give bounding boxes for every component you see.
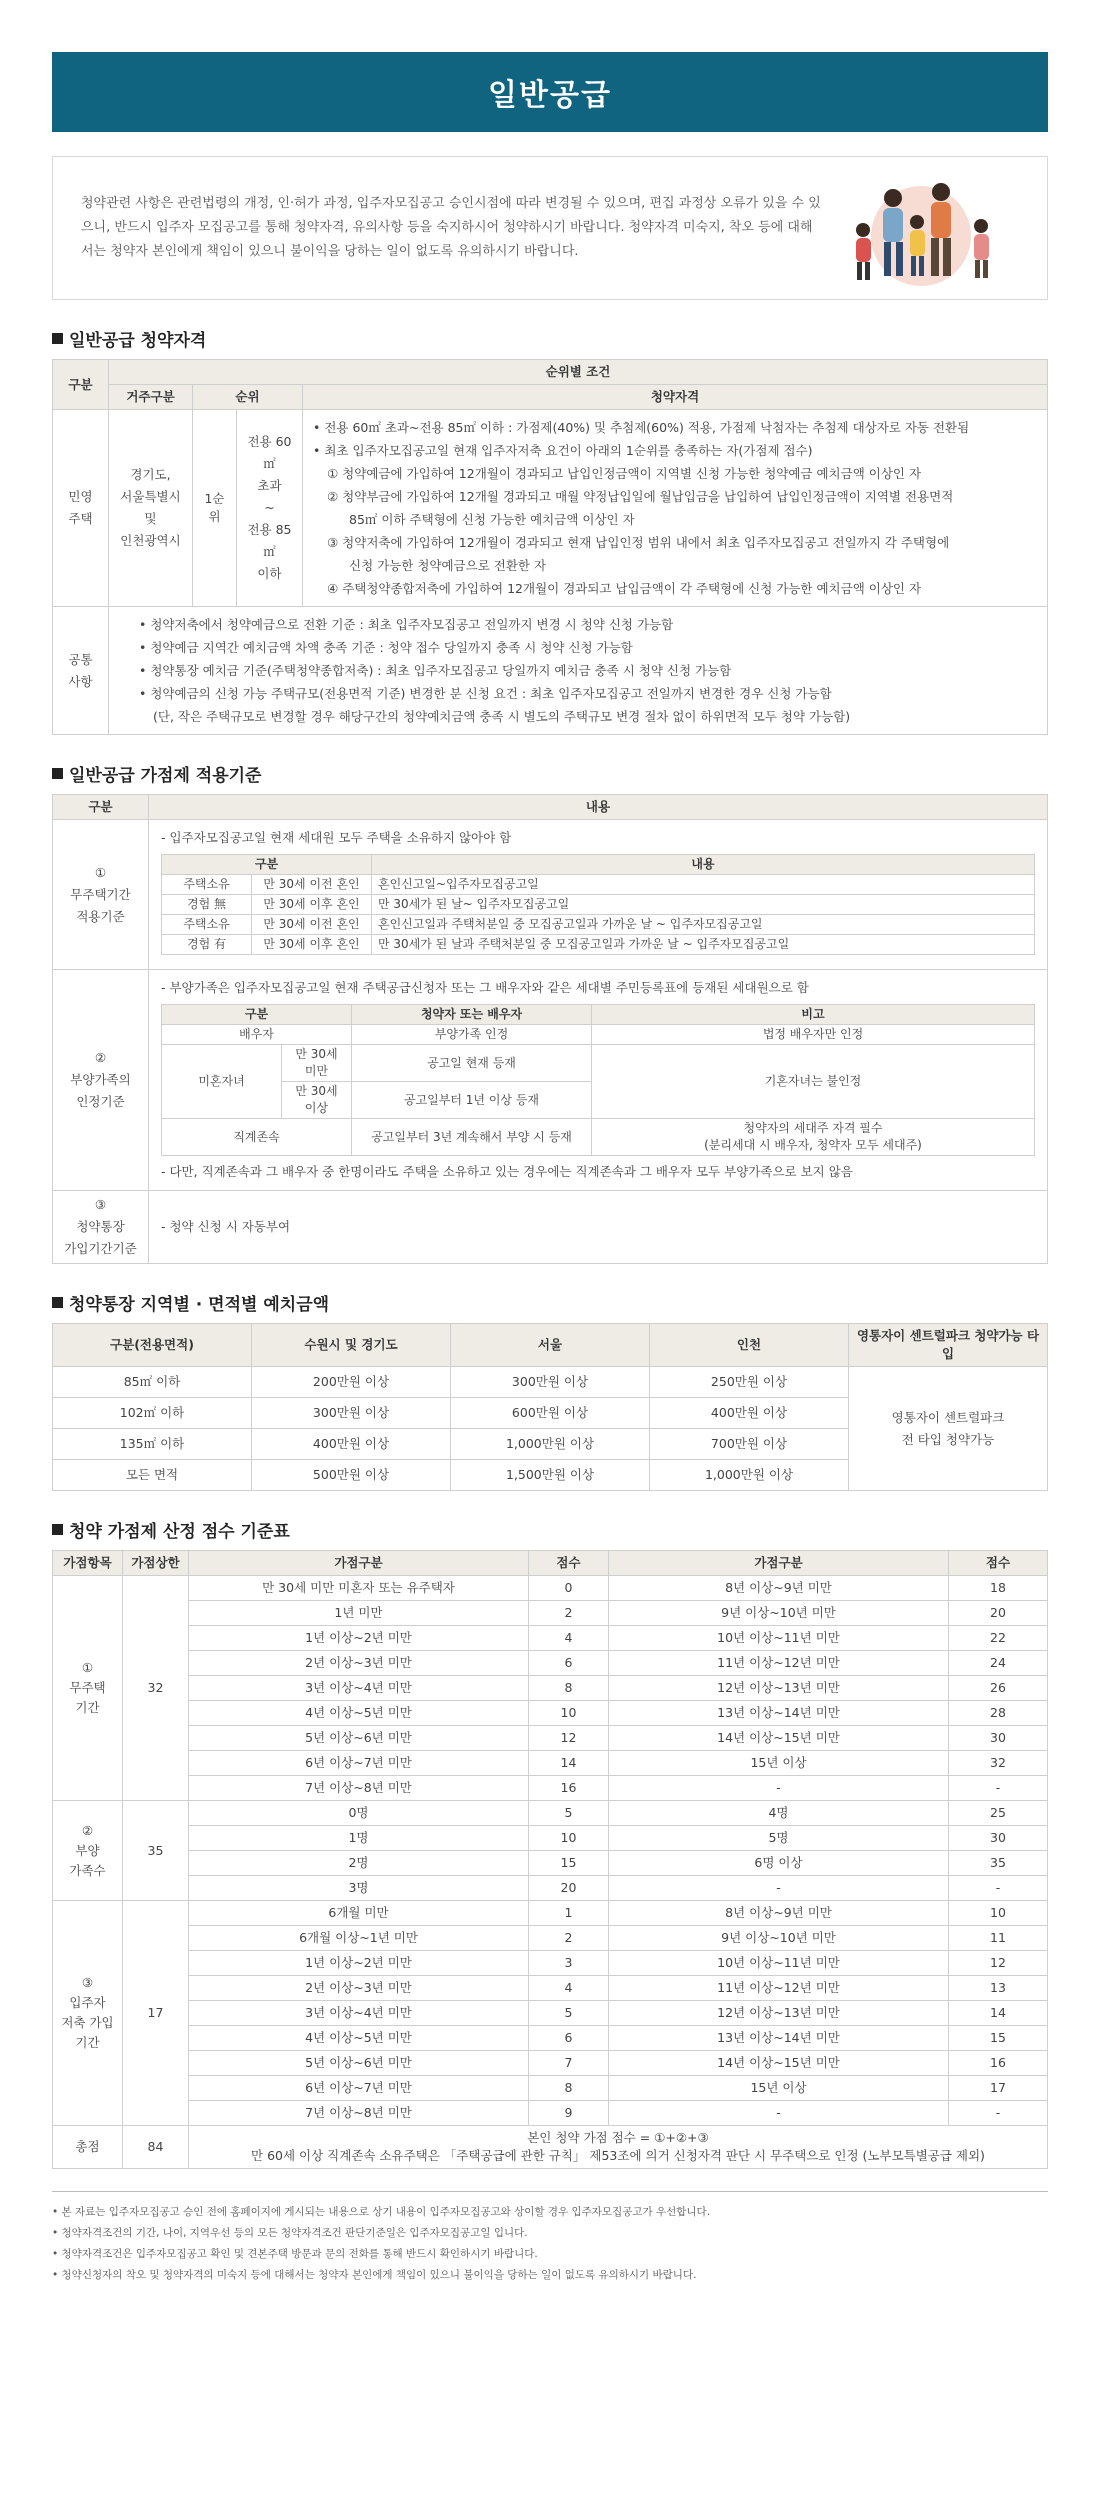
score-cell: 3년 이상~4년 미만: [189, 1676, 529, 1701]
section-point-criteria: [52, 761, 1048, 1264]
cell: 주택소유: [162, 915, 252, 935]
th: 영통자이 센트럴파크 청약가능 타입: [849, 1324, 1048, 1367]
section-score: [52, 1517, 1048, 2169]
common-line: • 청약저축에서 청약예금으로 전환 기준 : 최초 입주자모집공고 전일까지 변경 시 청약 신청 가능함: [139, 617, 674, 632]
score-cell: 10: [949, 1901, 1048, 1926]
score-cell: 30: [949, 1826, 1048, 1851]
criteria-content-1: [149, 820, 1048, 970]
qual-line: 신청 가능한 청약예금으로 전환한 자: [349, 558, 547, 573]
score-cell: 2년 이상~3년 미만: [189, 1651, 529, 1676]
score-cell: 1: [529, 1901, 609, 1926]
score-cell: 4년 이상~5년 미만: [189, 2026, 529, 2051]
score-cell: 20: [529, 1876, 609, 1901]
th-content: 내용: [149, 795, 1048, 820]
cell: 공고일부터 1년 이상 등재: [352, 1082, 592, 1119]
common-line: • 청약통장 예치금 기준(주택청약종합저축) : 최초 입주자모집공고 당일까지 예치금 충족 시 청약 신청 가능함: [139, 663, 732, 678]
score-cell: 7년 이상~8년 미만: [189, 2101, 529, 2126]
cell: 주택소유: [162, 875, 252, 895]
score-cell: 5년 이상~6년 미만: [189, 1726, 529, 1751]
score-group-max: 35: [123, 1801, 189, 1901]
score-cell: 10년 이상~11년 미만: [609, 1951, 949, 1976]
score-cell: 0명: [189, 1801, 529, 1826]
score-group-max: 32: [123, 1576, 189, 1801]
cell: 300만원 이상: [252, 1398, 451, 1429]
score-cell: 14: [529, 1751, 609, 1776]
section-deposit: [52, 1290, 1048, 1491]
cell: 700만원 이상: [650, 1429, 849, 1460]
cell: 모든 면적: [53, 1460, 252, 1491]
score-cell: 6년 이상~7년 미만: [189, 1751, 529, 1776]
th: 구분: [162, 1005, 352, 1025]
th: 가점구분: [189, 1551, 529, 1576]
score-cell: -: [609, 1876, 949, 1901]
section-title: 청약 가점제 산정 점수 기준표: [69, 1522, 290, 1542]
rank-cell: 1순위: [193, 410, 237, 607]
section-title: 청약통장 지역별 · 면적별 예치금액: [69, 1295, 330, 1315]
total-note: [189, 2126, 1048, 2169]
cell: 300만원 이상: [451, 1367, 650, 1398]
area-cell: 경기도, 서울특별시 및 인천광역시: [109, 410, 193, 607]
score-table: [52, 1550, 1048, 2169]
footnotes: [52, 2191, 1048, 2286]
common-line: • 청약예금 지역간 예치금액 차액 충족 기준 : 청약 접수 당일까지 충족 시 청약 신청 가능함: [139, 640, 633, 655]
row-label-private: 민영 주택: [53, 410, 109, 607]
score-cell: 6개월 이상~1년 미만: [189, 1926, 529, 1951]
cell: 만 30세가 된 날~ 입주자모집공고일: [372, 895, 1035, 915]
score-cell: 25: [949, 1801, 1048, 1826]
family-illustration: [821, 166, 1021, 290]
score-cell: 만 30세 미만 미혼자 또는 유주택자: [189, 1576, 529, 1601]
score-cell: -: [949, 1876, 1048, 1901]
score-cell: 10: [529, 1701, 609, 1726]
cell: 500만원 이상: [252, 1460, 451, 1491]
score-cell: 12년 이상~13년 미만: [609, 1676, 949, 1701]
score-cell: 4: [529, 1976, 609, 2001]
th-cond: 순위별 조건: [109, 360, 1048, 385]
deposit-note: 영통자이 센트럴파크 전 타입 청약가능: [849, 1367, 1048, 1491]
score-cell: 8: [529, 1676, 609, 1701]
score-cell: 1년 이상~2년 미만: [189, 1626, 529, 1651]
cell: 102㎡ 이하: [53, 1398, 252, 1429]
score-cell: 4명: [609, 1801, 949, 1826]
score-cell: 12년 이상~13년 미만: [609, 2001, 949, 2026]
cell: 만 30세 미만: [282, 1045, 352, 1082]
qual-line: 85㎡ 이하 주택형에 신청 가능한 예치금액 이상인 자: [349, 512, 635, 527]
score-cell: 1년 이상~2년 미만: [189, 1951, 529, 1976]
criteria-table: [52, 794, 1048, 1264]
score-cell: 15: [949, 2026, 1048, 2051]
th: 인천: [650, 1324, 849, 1367]
criteria-label-2: ② 부양가족의 인정기준: [53, 970, 149, 1191]
score-cell: 7년 이상~8년 미만: [189, 1776, 529, 1801]
score-cell: 3년 이상~4년 미만: [189, 2001, 529, 2026]
cell: 400만원 이상: [252, 1429, 451, 1460]
homeless-period-table: [161, 854, 1035, 955]
score-cell: 10: [529, 1826, 609, 1851]
score-cell: 18: [949, 1576, 1048, 1601]
th: 구분: [162, 855, 372, 875]
score-cell: 22: [949, 1626, 1048, 1651]
cell: 600만원 이상: [451, 1398, 650, 1429]
th-qual: 청약자격: [303, 385, 1048, 410]
score-cell: 20: [949, 1601, 1048, 1626]
score-cell: 28: [949, 1701, 1048, 1726]
criteria-content-3: - 청약 신청 시 자동부여: [149, 1191, 1048, 1264]
cell: 200만원 이상: [252, 1367, 451, 1398]
score-cell: 15년 이상: [609, 1751, 949, 1776]
score-cell: 6개월 미만: [189, 1901, 529, 1926]
score-cell: 7: [529, 2051, 609, 2076]
score-group-label: ① 무주택 기간: [53, 1576, 123, 1801]
score-cell: 2명: [189, 1851, 529, 1876]
score-cell: -: [949, 2101, 1048, 2126]
total-line: 본인 청약 가점 점수 = ①+②+③: [527, 2130, 709, 2145]
th: 구분(전용면적): [53, 1324, 252, 1367]
cell: 만 30세 이상: [282, 1082, 352, 1119]
th-rank: 순위: [193, 385, 303, 410]
score-cell: 12: [529, 1726, 609, 1751]
footnote: • 청약자격조건의 기간, 나이, 지역우선 등의 모든 청약자격조건 판단기준일은 입주자모집공고일 입니다.: [52, 2227, 528, 2239]
score-cell: 8년 이상~9년 미만: [609, 1901, 949, 1926]
cell: 청약자의 세대주 자격 필수 (분리세대 시 배우자, 청약자 모두 세대주): [592, 1119, 1035, 1156]
score-cell: 3명: [189, 1876, 529, 1901]
section-title: 일반공급 가점제 적용기준: [69, 766, 262, 786]
score-cell: 13년 이상~14년 미만: [609, 2026, 949, 2051]
criteria-lead: - 부양가족은 입주자모집공고일 현재 주택공급신청자 또는 그 배우자와 같은 세대별 주민등록표에 등재된 세대원으로 함: [161, 980, 809, 995]
cell: 만 30세가 된 날과 주택처분일 중 모집공고일과 가까운 날 ~ 입주자모집공고일: [372, 935, 1035, 955]
th-gubun: 구분: [53, 360, 109, 410]
common-list: [109, 607, 1048, 735]
cell: 85㎡ 이하: [53, 1367, 252, 1398]
score-cell: 8년 이상~9년 미만: [609, 1576, 949, 1601]
score-group-label: ② 부양 가족수: [53, 1801, 123, 1901]
score-cell: 15: [529, 1851, 609, 1876]
score-cell: 24: [949, 1651, 1048, 1676]
qual-line: ④ 주택청약종합저축에 가입하여 12개월이 경과되고 납입금액이 각 주택형에 신청 가능한 예치금액 이상인 자: [327, 581, 922, 596]
th: 가점상한: [123, 1551, 189, 1576]
size-cell: 전용 60㎡ 초과 ~ 전용 85㎡ 이하: [237, 410, 303, 607]
cell: 만 30세 이전 혼인: [252, 875, 372, 895]
th: 점수: [949, 1551, 1048, 1576]
score-group-label: ③ 입주자 저축 가입 기간: [53, 1901, 123, 2126]
cell: 미혼자녀: [162, 1045, 282, 1119]
common-line: • 청약예금의 신청 가능 주택규모(전용면적 기준) 변경한 분 신청 요건 : 최초 입주자모집공고 전일까지 변경한 경우 신청 가능함: [139, 686, 832, 701]
score-cell: 13: [949, 1976, 1048, 2001]
th: 수원시 및 경기도: [252, 1324, 451, 1367]
notice-box: [52, 156, 1048, 300]
row-label-common: 공통 사항: [53, 607, 109, 735]
cell: 혼인신고일과 주택처분일 중 모집공고일과 가까운 날 ~ 입주자모집공고일: [372, 915, 1035, 935]
cell: 기혼자녀는 불인정: [592, 1045, 1035, 1119]
score-cell: 17: [949, 2076, 1048, 2101]
th: 가점구분: [609, 1551, 949, 1576]
score-cell: 4: [529, 1626, 609, 1651]
cell: 경험 有: [162, 935, 252, 955]
score-cell: 6명 이상: [609, 1851, 949, 1876]
score-cell: -: [609, 2101, 949, 2126]
cell: 만 30세 이전 혼인: [252, 915, 372, 935]
criteria-label-1: ① 무주택기간 적용기준: [53, 820, 149, 970]
score-cell: 2: [529, 1926, 609, 1951]
cell: 공고일 현재 등재: [352, 1045, 592, 1082]
score-cell: 9: [529, 2101, 609, 2126]
score-cell: 0: [529, 1576, 609, 1601]
score-cell: 14: [949, 2001, 1048, 2026]
th-gubun: 구분: [53, 795, 149, 820]
section-title: 일반공급 청약자격: [69, 331, 207, 351]
score-cell: 9년 이상~10년 미만: [609, 1601, 949, 1626]
score-cell: 35: [949, 1851, 1048, 1876]
score-cell: 15년 이상: [609, 2076, 949, 2101]
score-cell: 14년 이상~15년 미만: [609, 1726, 949, 1751]
score-cell: 2년 이상~3년 미만: [189, 1976, 529, 2001]
score-cell: 32: [949, 1751, 1048, 1776]
cell: 135㎡ 이하: [53, 1429, 252, 1460]
score-cell: 10년 이상~11년 미만: [609, 1626, 949, 1651]
score-cell: 5명: [609, 1826, 949, 1851]
notice-text: 청약관련 사항은 관련법령의 개정, 인·허가 과정, 입주자모집공고 승인시점에 따라 변경될 수 있으며, 편집 과정상 오류가 있을 수 있으니, 반드시 입주자 모집공고를 통해 청약자격, 유의사항 등을 숙지하시어 청약하시기 바랍니다. 청약자격 미숙지, 착오 등에 대해서는 청약자 본인에게 책임이 있으니 불이익을 당하는 일이 없도록 유의하시기 바랍니다.: [81, 196, 821, 259]
cell: 경험 無: [162, 895, 252, 915]
score-cell: 16: [529, 1776, 609, 1801]
score-cell: 16: [949, 2051, 1048, 2076]
criteria-tail: - 다만, 직계존속과 그 배우자 중 한명이라도 주택을 소유하고 있는 경우에는 직계존속과 그 배우자 모두 부양가족으로 보지 않음: [161, 1164, 853, 1179]
cell: 부양가족 인정: [352, 1025, 592, 1045]
cell: 혼인신고일~입주자모집공고일: [372, 875, 1035, 895]
score-cell: 1명: [189, 1826, 529, 1851]
footnote: • 청약자격조건은 입주자모집공고 확인 및 견본주택 방문과 문의 전화를 통해 반드시 확인하시기 바랍니다.: [52, 2248, 538, 2260]
total-line: 만 60세 이상 직계존속 소유주택은 「주택공급에 관한 규칙」 제53조에 의거 신청자격 판단 시 무주택으로 인정 (노부모특별공급 제외): [251, 2148, 985, 2163]
score-cell: 11년 이상~12년 미만: [609, 1651, 949, 1676]
section-eligibility: [52, 326, 1048, 735]
score-cell: 9년 이상~10년 미만: [609, 1926, 949, 1951]
eligibility-table: [52, 359, 1048, 735]
score-cell: 6: [529, 2026, 609, 2051]
total-label: 총점: [53, 2126, 123, 2169]
cell: 1,500만원 이상: [451, 1460, 650, 1491]
score-cell: 2: [529, 1601, 609, 1626]
dependents-table: [161, 1004, 1035, 1156]
th: 서울: [451, 1324, 650, 1367]
cell: 1,000만원 이상: [451, 1429, 650, 1460]
footnote: • 본 자료는 입주자모집공고 승인 전에 홈페이지에 게시되는 내용으로 상기 내용이 입주자모집공고와 상이할 경우 입주자모집공고가 우선합니다.: [52, 2206, 711, 2218]
score-cell: 11: [949, 1926, 1048, 1951]
score-cell: 6: [529, 1651, 609, 1676]
criteria-content-2: [149, 970, 1048, 1191]
cell: 400만원 이상: [650, 1398, 849, 1429]
th: 청약자 또는 배우자: [352, 1005, 592, 1025]
score-cell: 5: [529, 1801, 609, 1826]
deposit-table: [52, 1323, 1048, 1491]
th: 점수: [529, 1551, 609, 1576]
cell: 배우자: [162, 1025, 352, 1045]
cell: 공고일부터 3년 계속해서 부양 시 등재: [352, 1119, 592, 1156]
score-cell: 12: [949, 1951, 1048, 1976]
cell: 만 30세 이후 혼인: [252, 895, 372, 915]
score-cell: 13년 이상~14년 미만: [609, 1701, 949, 1726]
score-cell: 4년 이상~5년 미만: [189, 1701, 529, 1726]
cell: 250만원 이상: [650, 1367, 849, 1398]
th: 비고: [592, 1005, 1035, 1025]
score-cell: 8: [529, 2076, 609, 2101]
score-cell: 14년 이상~15년 미만: [609, 2051, 949, 2076]
th-area: 거주구분: [109, 385, 193, 410]
total-max: 84: [123, 2126, 189, 2169]
score-cell: 5: [529, 2001, 609, 2026]
cell: 법정 배우자만 인정: [592, 1025, 1035, 1045]
cell: 1,000만원 이상: [650, 1460, 849, 1491]
criteria-label-3: ③ 청약통장 가입기간기준: [53, 1191, 149, 1264]
qual-line: ③ 청약저축에 가입하여 12개월이 경과되고 현재 납입인정 범위 내에서 최초 입주자모집공고 전일까지 각 주택형에: [327, 535, 950, 550]
cell: 직계존속: [162, 1119, 352, 1156]
th: 가점항목: [53, 1551, 123, 1576]
common-line: (단, 작은 주택규모로 변경할 경우 해당구간의 청약예치금액 충족 시 별도의 주택규모 변경 절차 없이 하위면적 모두 청약 가능함): [153, 709, 851, 724]
qual-line: • 최초 입주자모집공고일 현재 입주자저축 요건이 아래의 1순위를 충족하는 자(가점제 접수): [313, 443, 813, 458]
score-cell: 30: [949, 1726, 1048, 1751]
score-cell: -: [609, 1776, 949, 1801]
th: 내용: [372, 855, 1035, 875]
qual-line: • 전용 60㎡ 초과~전용 85㎡ 이하 : 가점제(40%) 및 추첨제(60%) 적용, 가점제 낙첨자는 추첨제 대상자로 자동 전환됨: [313, 420, 970, 435]
score-cell: -: [949, 1776, 1048, 1801]
page-title: 일반공급: [52, 52, 1048, 132]
qual-line: ② 청약부금에 가입하여 12개월 경과되고 매월 약정납입일에 월납입금을 납입하여 납입인정금액이 지역별 전용면적: [327, 489, 954, 504]
score-cell: 1년 미만: [189, 1601, 529, 1626]
qual-line: ① 청약예금에 가입하여 12개월이 경과되고 납입인정금액이 지역별 신청 가능한 청약예금 예치금액 이상인 자: [327, 466, 922, 481]
score-cell: 6년 이상~7년 미만: [189, 2076, 529, 2101]
score-group-max: 17: [123, 1901, 189, 2126]
score-cell: 5년 이상~6년 미만: [189, 2051, 529, 2076]
score-cell: 26: [949, 1676, 1048, 1701]
score-cell: 3: [529, 1951, 609, 1976]
qual-list: [303, 410, 1048, 607]
cell: 만 30세 이후 혼인: [252, 935, 372, 955]
criteria-lead: - 입주자모집공고일 현재 세대원 모두 주택을 소유하지 않아야 함: [161, 830, 512, 845]
footnote: • 청약신청자의 착오 및 청약자격의 미숙지 등에 대해서는 청약자 본인에게 책임이 있으니 불이익을 당하는 일이 없도록 유의하시기 바랍니다.: [52, 2269, 697, 2281]
score-cell: 11년 이상~12년 미만: [609, 1976, 949, 2001]
